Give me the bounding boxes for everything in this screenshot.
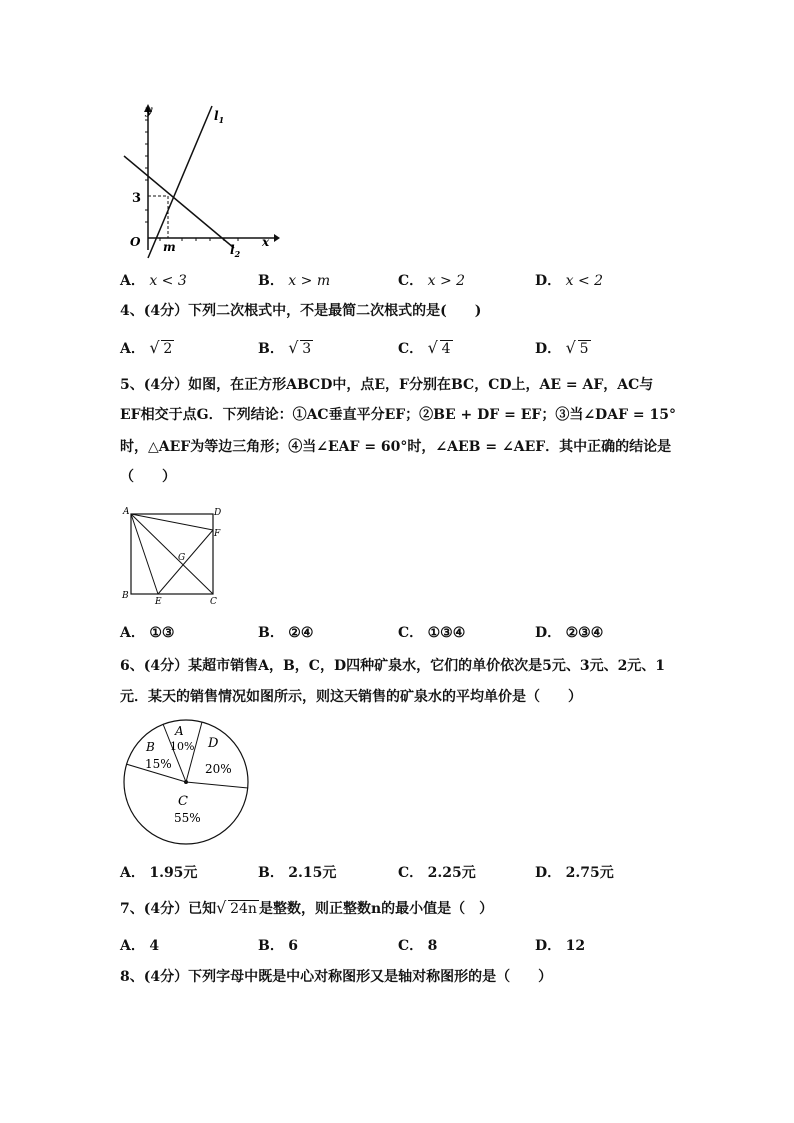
vertex-a-label: A [123, 507, 130, 517]
q5-option-a[interactable]: A． ①③ [120, 625, 175, 641]
line-l1 [148, 106, 212, 258]
q5-stem-line3: 时，△AEF为等边三角形；④当∠EAF = 60°时，∠AEB = ∠AEF．其中正确的结论是 [120, 439, 672, 455]
q6-stem-line1: 6、(4分）某超市销售A，B，C，D四种矿泉水，它们的单价依次是5元、3元、2元、1 [120, 658, 666, 674]
slice-a-label: A [175, 724, 184, 738]
x-axis-label: x [262, 235, 270, 249]
point-g-label: G [178, 553, 186, 563]
q4-option-d[interactable]: D． √ 5 [535, 338, 589, 357]
q5-stem-line1: 5、(4分）如图，在正方形ABCD中，点E，F分别在BC，CD上，AE = AF，AC与 [120, 377, 654, 393]
q7-stem: 7、(4分）已知 √ 24n 是整数，则正整数n的最小值是（ ） [120, 898, 494, 917]
slice-d-label: D [208, 736, 219, 751]
q6-option-c[interactable]: C． 2.25元 [398, 865, 476, 881]
q6-option-a[interactable]: A． 1.95元 [120, 865, 198, 881]
linear-graph-figure [112, 100, 282, 260]
q3-option-b[interactable]: B． x > m [258, 273, 331, 289]
q4-option-c[interactable]: C． √ 4 [398, 338, 451, 357]
q7-option-a[interactable]: A． 4 [120, 938, 160, 954]
q6-stem-line2: 元．某天的销售情况如图所示，则这天销售的矿泉水的平均单价是（ ） [120, 689, 582, 705]
square-figure [118, 502, 230, 606]
m-label: m [163, 240, 176, 254]
point-f-label: F [214, 529, 221, 539]
vertex-b-label: B [122, 591, 129, 601]
svg-text:l2: $l_2$ [230, 243, 241, 259]
q4-option-a[interactable]: A． √ 2 [120, 338, 173, 357]
q7-option-c[interactable]: C． 8 [398, 938, 438, 954]
q8-stem: 8、(4分）下列字母中既是中心对称图形又是轴对称图形的是（ ） [120, 969, 553, 985]
q7-option-b[interactable]: B． 6 [258, 938, 299, 954]
slice-a-pct: 10% [170, 740, 195, 753]
vertex-c-label: C [210, 597, 217, 606]
q5-option-b[interactable]: B． ②④ [258, 625, 314, 641]
q5-option-c[interactable]: C． ①③④ [398, 625, 466, 641]
q7-option-d[interactable]: D． 12 [535, 938, 586, 954]
slice-b-pct: 15% [145, 757, 172, 771]
l1-label: l [214, 109, 219, 123]
q4-option-b[interactable]: B． √ 3 [258, 338, 312, 357]
q3-option-c[interactable]: C． x > 2 [398, 273, 466, 289]
slice-d-pct: 20% [205, 762, 232, 776]
slice-b-label: B [146, 740, 155, 754]
origin-label: O [130, 235, 141, 249]
q4-stem: 4、(4分）下列二次根式中，不是最简二次根式的是( ) [120, 303, 482, 319]
pie-chart-figure [122, 718, 252, 848]
q6-option-d[interactable]: D． 2.75元 [535, 865, 614, 881]
y-value-3: 3 [132, 191, 142, 206]
l2-label: l [230, 243, 235, 257]
q3-option-a[interactable]: A． x < 3 [120, 273, 187, 289]
svg-text:l1: $l_1$ [214, 109, 225, 125]
y-axis-label: y [145, 103, 152, 117]
q3-option-d[interactable]: D． x < 2 [535, 273, 604, 289]
q6-option-b[interactable]: B． 2.15元 [258, 865, 337, 881]
point-e-label: E [155, 597, 162, 606]
slice-c-pct: 55% [174, 811, 201, 825]
slice-c-label: C [178, 794, 188, 809]
q5-stem-line4: （ ） [120, 469, 176, 485]
vertex-d-label: D [214, 508, 222, 518]
q5-option-d[interactable]: D． ②③④ [535, 625, 604, 641]
q5-stem-line2: EF相交于点G．下列结论：①AC垂直平分EF；②BE + DF = EF；③当∠DAF = 15° [120, 407, 676, 423]
